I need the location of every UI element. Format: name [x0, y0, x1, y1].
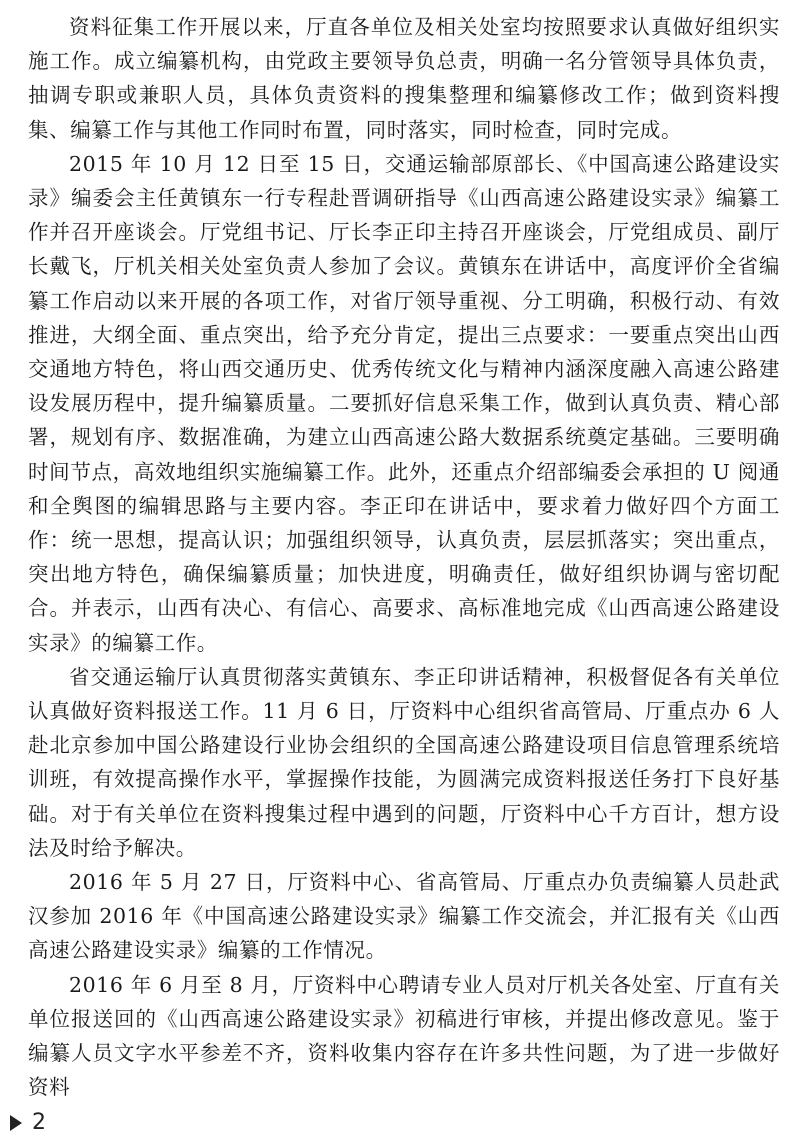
page-body	[28, 10, 780, 1105]
page-number: 2	[32, 1110, 46, 1135]
page-footer	[10, 1110, 46, 1135]
paragraph-2: 2015 年 10 月 12 日至 15 日，交通运输部原部长、《中国高速公路建设实录》编委会主任黄镇东一行专程赴晋调研指导《山西高速公路建设实录》编纂工作并召开座谈会。厅党组书记、厅长李正印主持召开座谈会，厅党组成员、副厅长戴飞，厅机关相关处室负责人参加了会议。黄镇东在讲话中，高度评价全省编纂工作启动以来开展的各项工作，对省厅领导重视、分工明确，积极行动、有效推进，大纲全面、重点突出，给予充分肯定，提出三点要求：一要重点突出山西交通地方特色，将山西交通历史、优秀传统文化与精神内涵深度融入高速公路建设发展历程中，提升编纂质量。二要抓好信息采集工作，做到认真负责、精心部署，规划有序、数据准确，为建立山西高速公路大数据系统奠定基础。三要明确时间节点，高效地组织实施编纂工作。此外，还重点介绍部编委会承担的 U 阅通和全舆图的编辑思路与主要内容。李正印在讲话中，要求着力做好四个方面工作：统一思想，提高认识；加强组织领导，认真负责，层层抓落实；突出重点，突出地方特色，确保编纂质量；加快进度，明确责任，做好组织协调与密切配合。并表示，山西有决心、有信心、高要求、高标准地完成《山西高速公路建设实录》的编纂工作。	[28, 151, 780, 655]
paragraph-4: 2016 年 5 月 27 日，厅资料中心、省高管局、厅重点办负责编纂人员赴武汉参加 2016 年《中国高速公路建设实录》编纂工作交流会，并汇报有关《山西高速公路建设实录》编纂的工作情况。	[28, 870, 780, 963]
paragraph-3: 省交通运输厅认真贯彻落实黄镇东、李正印讲话精神，积极督促各有关单位认真做好资料报送工作。11 月 6 日，厅资料中心组织省高管局、厅重点办 6 人赴北京参加中国公路建设行业协会组织的全国高速公路建设项目信息管理系统培训班，有效提高操作水平，掌握操作技能，为圆满完成资料报送任务打下良好基础。对于有关单位在资料搜集过程中遇到的问题，厅资料中心千方百计，想方设法及时给予解决。	[28, 664, 780, 860]
paragraph-1: 资料征集工作开展以来，厅直各单位及相关处室均按照要求认真做好组织实施工作。成立编纂机构，由党政主要领导负总责，明确一名分管领导具体负责，抽调专职或兼职人员，具体负责资料的搜集整理和编纂修改工作；做到资料搜集、编纂工作与其他工作同时布置，同时落实，同时检查，同时完成。	[28, 15, 780, 142]
paragraph-5: 2016 年 6 月至 8 月，厅资料中心聘请专业人员对厅机关各处室、厅直有关单位报送回的《山西高速公路建设实录》初稿进行审核，并提出修改意见。鉴于编纂人员文字水平参差不齐，资料收集内容存在许多共性问题，为了进一步做好资料	[28, 972, 780, 1100]
triangle-right-icon	[10, 1115, 22, 1131]
